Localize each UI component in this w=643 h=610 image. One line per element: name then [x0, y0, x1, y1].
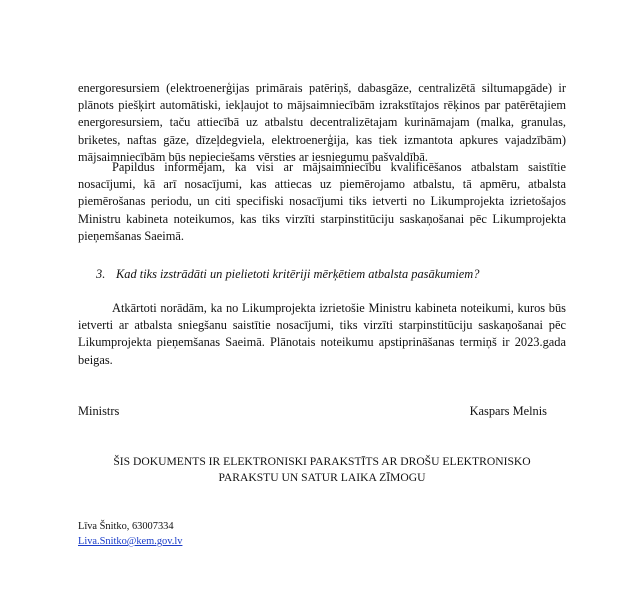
paragraph-answer: Atkārtoti norādām, ka no Likumprojekta izrietošie Ministru kabineta noteikumi, kuros būs ietverti ar atbalsta sniegšanu saistītie nosacījumi, tiks virzīti starpinstitūciju saskaņošanai pēc Likumprojekta pieņemšanas Saeimā. Plānotais noteikumu apstiprināšanas termiņš ir 2023.gada beigas. — [78, 301, 566, 367]
question-number: 3. — [96, 267, 106, 281]
signatory-name: Kaspars Melnis — [469, 404, 547, 418]
e-signature-line-2: PARAKSTU UN SATUR LAIKA ZĪMOGU — [218, 471, 426, 484]
paragraph-energy-support: energoresursiem (elektroenerģijas primārais patēriņš, dabasgāze, centralizētā siltumapgāde) ir plānots piešķirt automātiski, iekļaujot to mājsaimniecībām izrakstītajos rēķinos par patērētajiem energoresursiem, taču attiecībā uz atbalstu decentralizētajam kurināmajam (malka, granulas, briketes, naftas gāze, dīzeļdegviela, elektroenerģija, kas tiek izmantota apkures vajadzībām) mājsaimniecībām būs nepieciešams vērsties ar iesniegumu pašvaldībā. — [78, 81, 566, 164]
e-signature-line-1: ŠIS DOKUMENTS IR ELEKTRONISKI PARAKSTĪTS AR DROŠU ELEKTRONISKO — [113, 455, 531, 468]
signatory-role: Ministrs — [78, 404, 120, 418]
contact-block — [78, 519, 182, 549]
question-text: Kad tiks izstrādāti un pielietoti kritēriji mērķētiem atbalsta pasākumiem? — [116, 267, 480, 281]
contact-name-phone: Līva Šnitko, 63007334 — [78, 521, 174, 532]
paragraph-additional-info: Papildus informējam, ka visi ar mājsaimniecību kvalificēšanos atbalstam saistītie nosacījumi, kā arī nosacījumi, kas attiecas uz piemērojamo atbalstu, tā apmēru, atbalsta piemērošanas periodu, un citi specifiski nosacījumi tiks ietverti no Likumprojekta izrietošajos Ministru kabineta noteikumos, kas tiks virzīti starpinstitūciju saskaņošanai pēc Likumprojekta pieņemšanas Saeimā. — [78, 160, 566, 243]
question-heading — [96, 266, 479, 283]
electronic-signature-notice — [78, 454, 566, 486]
contact-email-link[interactable]: Liva.Snitko@kem.gov.lv — [78, 536, 183, 547]
